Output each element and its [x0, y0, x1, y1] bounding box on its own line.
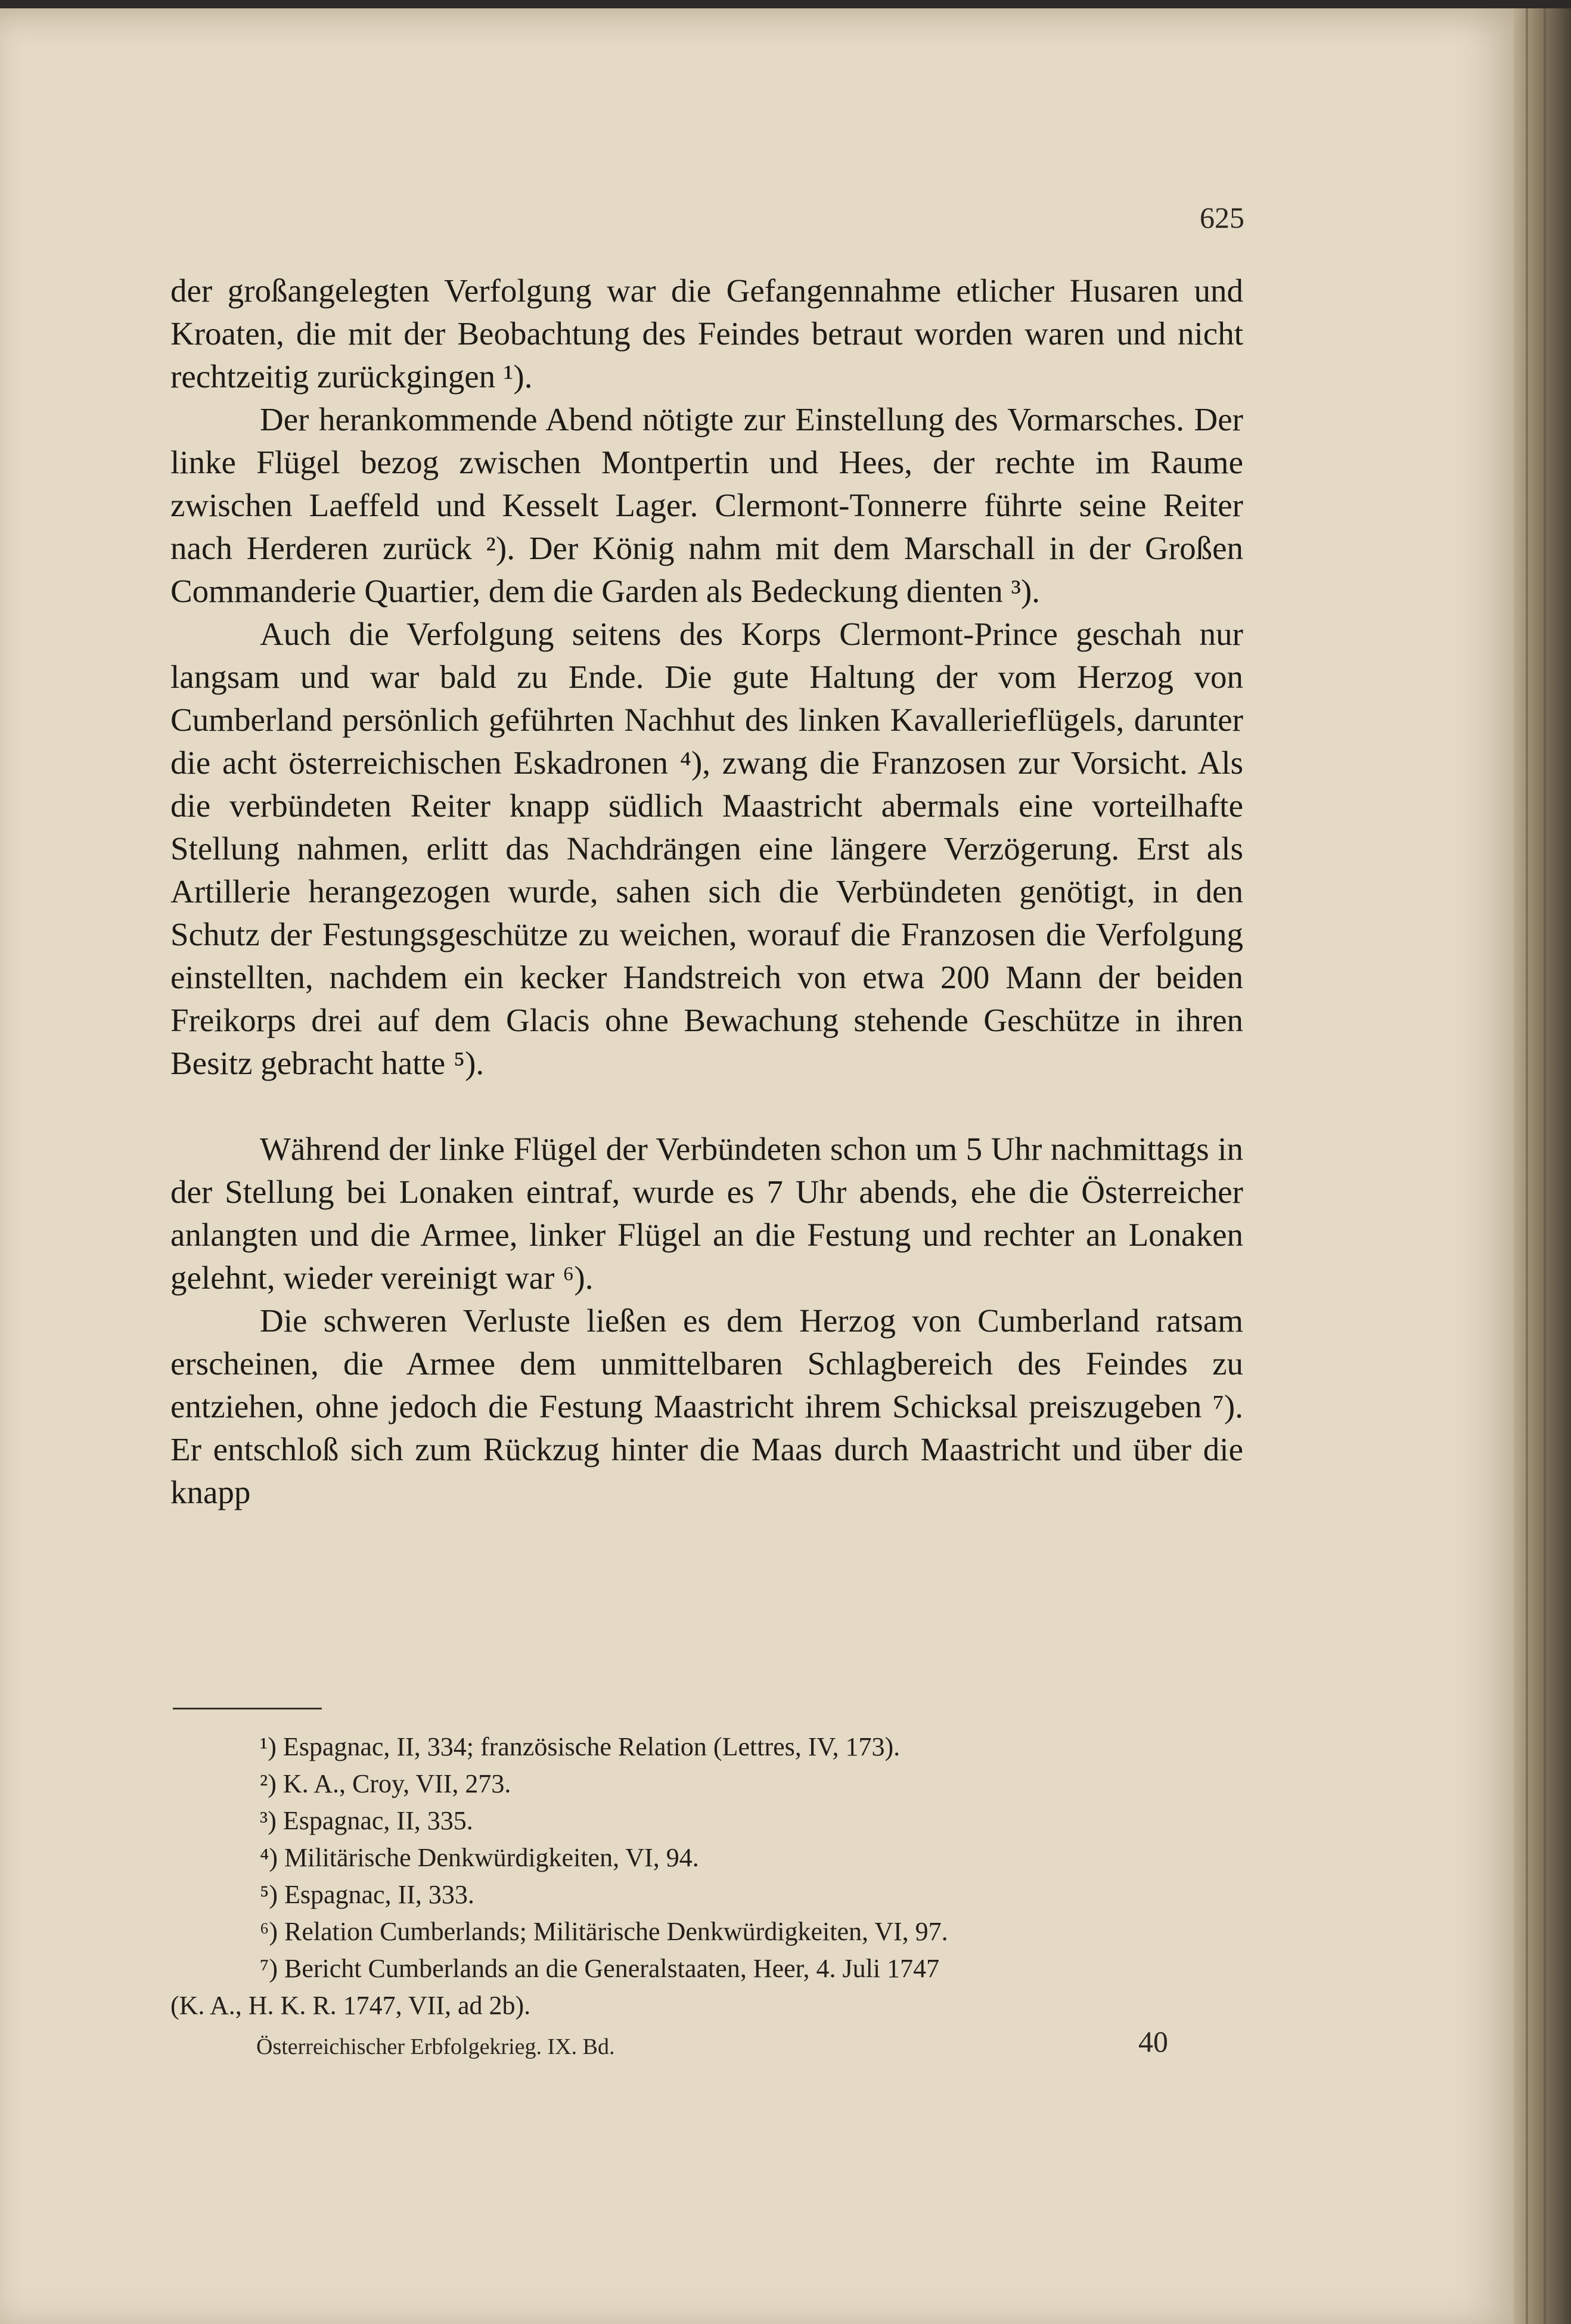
- footnote: ⁵) Espagnac, II, 333.: [260, 1880, 474, 1909]
- sheet-number: 40: [1138, 2025, 1168, 2058]
- page-edge-line: [1526, 8, 1528, 2324]
- page-edge-line: [1544, 8, 1546, 2324]
- footnote: ²) K. A., Croy, VII, 273.: [260, 1769, 511, 1798]
- paragraph: Auch die Verfolgung seitens des Korps Clermont-Prince geschah nur langsam und war bald zu Ende. Die gute Haltung der vom Herzog von Cumberland persönlich geführten Nachhut des linken Kavallerieflügels, darunter die acht österreichischen Eskadronen ⁴), zwang die Franzosen zur Vorsicht. Als die verbündeten Reiter knapp südlich Maastricht abermals eine vorteilhafte Stellung nahmen, erlitt das Nachdrängen eine längere Verzögerung. Erst als Artillerie herangezogen wurde, sahen sich die Verbündeten genötigt, in den Schutz der Festungsgeschütze zu weichen, worauf die Franzosen die Verfolgung einstellten, nachdem ein kecker Handstreich von etwa 200 Mann der beiden Freikorps drei auf dem Glacis ohne Bewachung stehende Geschütze in ihren Besitz gebracht hatte ⁵).: [170, 616, 1243, 1081]
- page-number: 625: [1200, 201, 1244, 234]
- main-text: [170, 269, 1243, 1514]
- footnote: ³) Espagnac, II, 335.: [260, 1806, 473, 1835]
- paragraph: Der herankommende Abend nötigte zur Einstellung des Vormarsches. Der linke Flügel bezog zwischen Montpertin und Hees, der rechte im Raume zwischen Laeffeld und Kesselt Lager. Clermont-Tonnerre führte seine Reiter nach Herderen zurück ²). Der König nahm mit dem Marschall in der Großen Commanderie Quartier, dem die Garden als Bedeckung dienten ³).: [170, 401, 1243, 609]
- paragraph: Die schweren Verluste ließen es dem Herzog von Cumberland ratsam erscheinen, die Armee dem unmittelbaren Schlagbereich des Feindes zu entziehen, ohne jedoch die Festung Maastricht ihrem Schicksal preiszugeben ⁷). Er entschloß sich zum Rückzug hinter die Maas durch Maastricht und über die knapp: [170, 1302, 1243, 1510]
- footnote-continuation: (K. A., H. K. R. 1747, VII, ad 2b).: [170, 1991, 531, 2020]
- footnote: ⁷) Bericht Cumberlands an die Generalstaaten, Heer, 4. Juli 1747: [260, 1954, 940, 1983]
- footnote: ⁶) Relation Cumberlands; Militärische Denkwürdigkeiten, VI, 97.: [260, 1917, 948, 1946]
- paragraph: der großangelegten Verfolgung war die Gefangennahme etlicher Husaren und Kroaten, die mit der Beobachtung des Feindes betraut worden waren und nicht rechtzeitig zurückgingen ¹).: [170, 272, 1243, 395]
- footnote-divider: [173, 1708, 322, 1709]
- footnote: ¹) Espagnac, II, 334; französische Relation (Lettres, IV, 173).: [260, 1732, 901, 1761]
- book-page-edge: [1514, 8, 1571, 2324]
- paragraph: Während der linke Flügel der Verbündeten schon um 5 Uhr nachmittags in der Stellung bei Lonaken eintraf, wurde es 7 Uhr abends, ehe die Österreicher anlangten und die Armee, linker Flügel an die Festung und rechter an Lonaken gelehnt, wieder vereinigt war ⁶).: [170, 1131, 1243, 1296]
- footer-title: Österreichischer Erbfolgekrieg. IX. Bd.: [256, 2034, 615, 2059]
- footnotes: [170, 1729, 1243, 2024]
- footnote: ⁴) Militärische Denkwürdigkeiten, VI, 94.: [260, 1843, 699, 1872]
